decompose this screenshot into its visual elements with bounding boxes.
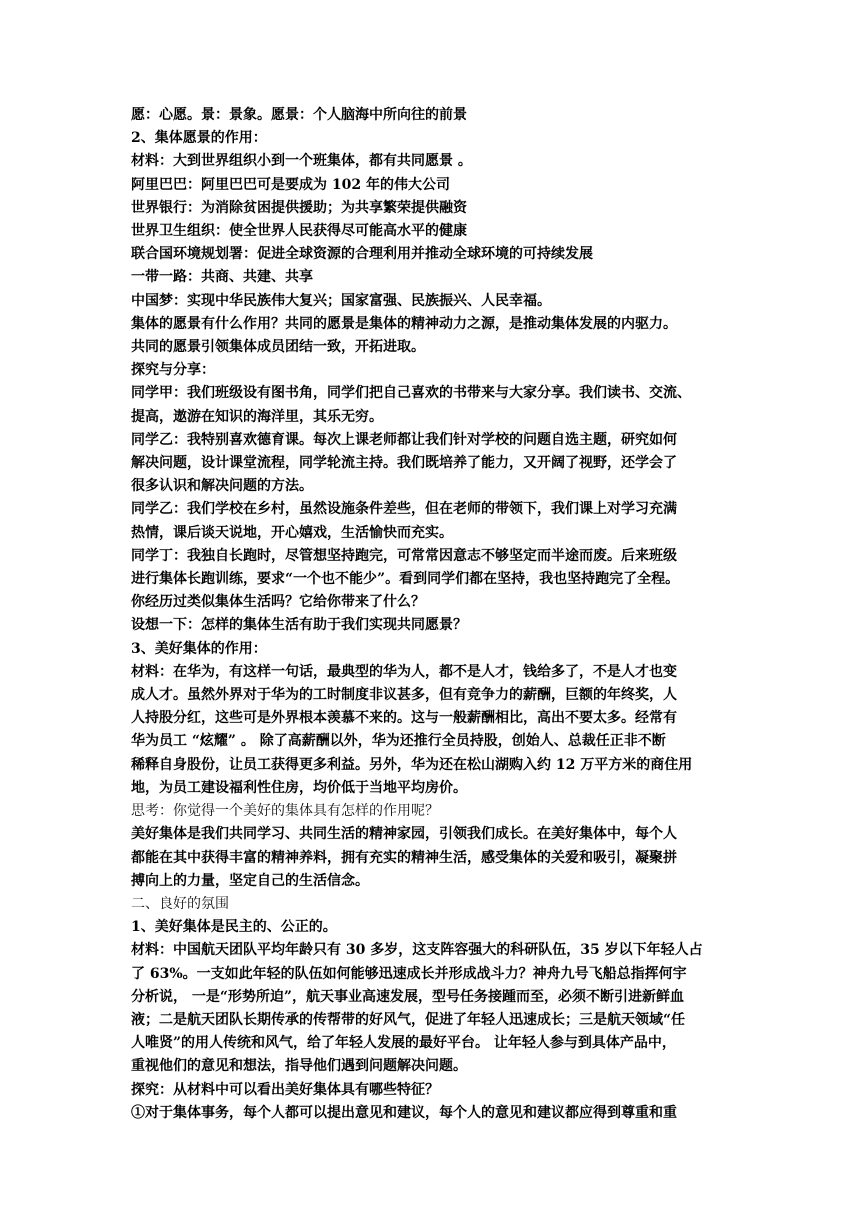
text-line: 设想一下：怎样的集体生活有助于我们实现共同愿景？ <box>131 617 467 634</box>
text-line: 同学甲：我们班级设有图书角，同学们把自己喜欢的书带来与大家分享。我们读书、交流、 <box>131 385 691 402</box>
text-line: 地，为员工建设福利性住房，均价低于当地平均房价。 <box>131 779 467 796</box>
text-line: 愿：心愿。景：景象。愿景：个人脑海中所向往的前景 <box>131 107 467 123</box>
text-line: 探究：从材料中可以看出美好集体具有哪些特征？ <box>131 1081 439 1098</box>
text-line: 重视他们的意见和想法，指导他们遇到问题解决问题。 <box>131 1058 467 1075</box>
text-line: 同学乙：我们学校在乡村，虽然设施条件差些，但在老师的带领下，我们课上对学习充满 <box>131 501 677 518</box>
text-line: 思考：你觉得一个美好的集体具有怎样的作用呢？ <box>131 803 439 820</box>
text-line: 都能在其中获得丰富的精神养料，拥有充实的精神生活，感受集体的关爱和吸引，凝聚拼 <box>131 849 677 866</box>
text-line: 3、美好集体的作用： <box>131 640 267 657</box>
text-line: 材料：中国航天团队平均年龄只有 30 多岁，这支阵容强大的科研队伍，35 岁以下年轻人占 <box>131 942 703 959</box>
document-page <box>131 104 737 1125</box>
text-line: 世界卫生组织：使全世界人民获得尽可能高水平的健康 <box>131 223 467 240</box>
text-line: 了 63%。一支如此年轻的队伍如何能够迅速成长并形成战斗力？神舟九号飞船总指挥何宇 <box>131 965 687 982</box>
text-line: 阿里巴巴：阿里巴巴可是要成为 102 年的伟大公司 <box>131 176 450 193</box>
text-line: 热情，课后谈天说地，开心嬉戏，生活愉快而充实。 <box>131 524 453 541</box>
text-line: 2、集体愿景的作用： <box>131 130 267 147</box>
text-line: 你经历过类似集体生活吗？它给你带来了什么？ <box>131 594 425 611</box>
text-line: 中国梦：实现中华民族伟大复兴；国家富强、民族振兴、人民幸福。 <box>131 292 551 309</box>
text-line: 人唯贤”的用人传统和风气，给了年轻人发展的最好平台。 让年轻人参与到具体产品中， <box>131 1035 676 1052</box>
text-line: ①对于集体事务，每个人都可以提出意见和建议，每个人的意见和建议都应得到尊重和重 <box>131 1104 677 1121</box>
text-line: 世界银行：为消除贫困提供援助；为共享繁荣提供融资 <box>131 199 467 216</box>
text-line: 进行集体长跑训练，要求“一个也不能少”。看到同学们都在坚持，我也坚持跑完了全程。 <box>131 571 680 588</box>
text-line: 共同的愿景引领集体成员团结一致，开拓进取。 <box>131 339 425 356</box>
text-line: 同学丁：我独自长跑时，尽管想坚持跑完，可常常因意志不够坚定而半途而废。后来班级 <box>131 547 677 564</box>
text-line: 稀释自身股份，让员工获得更多利益。另外，华为还在松山湖购入约 12 万平方米的商住用 <box>131 756 693 773</box>
text-line: 液；二是航天团队长期传承的传帮带的好风气，促进了年轻人迅速成长；三是航天领域“任 <box>131 1011 686 1028</box>
text-line: 搏向上的力量，坚定自己的生活信念。 <box>131 872 369 889</box>
text-line: 联合国环境规划署：促进全球资源的合理利用并推动全球环境的可持续发展 <box>131 246 593 263</box>
text-line: 二、良好的氛围 <box>131 895 229 912</box>
text-line: 材料：在华为，有这样一句话，最典型的华为人，都不是人才，钱给多了，不是人才也变 <box>131 663 677 680</box>
text-line: 很多认识和解决问题的方法。 <box>131 478 313 495</box>
text-line: 分析说， 一是“形势所迫”，航天事业高速发展，型号任务接踵而至，必须不断引进新鲜血 <box>131 988 684 1005</box>
text-line: 探究与分享： <box>131 362 215 379</box>
text-line: 解决问题，设计课堂流程，同学轮流主持。我们既培养了能力，又开阔了视野，还学会了 <box>131 455 677 472</box>
text-line: 成人才。虽然外界对于华为的工时制度非议甚多，但有竞争力的薪酬，巨额的年终奖，人 <box>131 687 677 704</box>
text-line: 美好集体是我们共同学习、共同生活的精神家园，引领我们成长。在美好集体中，每个人 <box>131 826 677 843</box>
text-line: 1、美好集体是民主的、公正的。 <box>131 919 337 936</box>
text-line: 同学乙：我特别喜欢德育课。每次上课老师都让我们针对学校的问题自选主题，研究如何 <box>131 431 677 448</box>
text-line: 材料：大到世界组织小到一个班集体，都有共同愿景 。 <box>131 153 472 170</box>
text-line: 提高，遨游在知识的海洋里，其乐无穷。 <box>131 408 383 425</box>
text-line: 华为员工 “炫耀” 。 除了高薪酬以外，华为还推行全员持股，创始人、总裁任正非不断 <box>131 733 666 750</box>
text-line: 一带一路：共商、共建、共享 <box>131 269 313 286</box>
text-line: 人持股分红，这些可是外界根本羡慕不来的。这与一般薪酬相比，高出不要太多。经常有 <box>131 710 677 727</box>
text-line: 集体的愿景有什么作用？共同的愿景是集体的精神动力之源，是推动集体发展的内驱力。 <box>131 315 677 332</box>
